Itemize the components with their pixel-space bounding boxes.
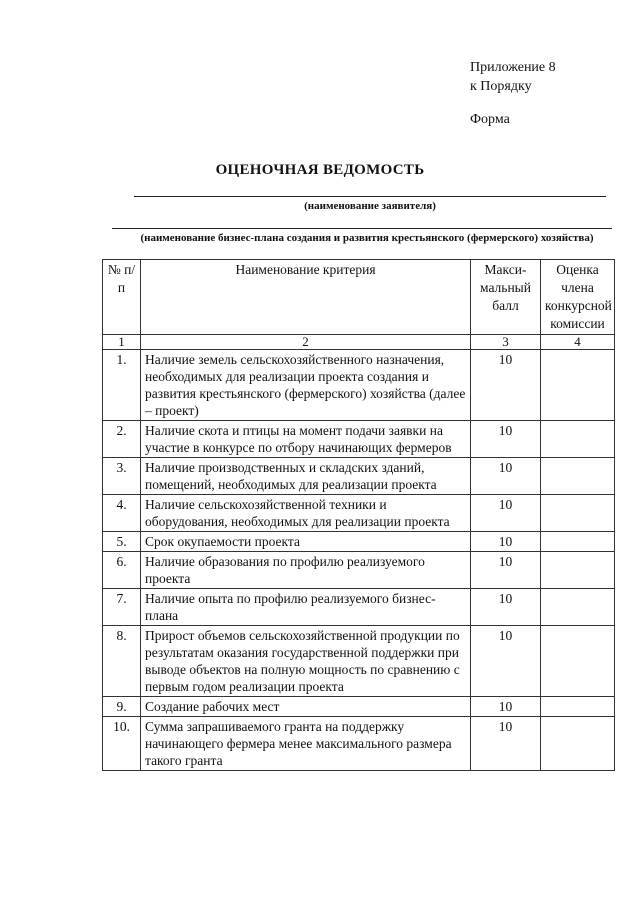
member-score-cell[interactable] bbox=[541, 350, 615, 421]
form-label: Форма bbox=[470, 112, 510, 127]
member-score-cell[interactable] bbox=[541, 626, 615, 697]
table-row bbox=[103, 458, 615, 495]
max-score: 10 bbox=[471, 421, 541, 458]
table-row bbox=[103, 532, 615, 552]
applicant-caption: (наименование заявителя) bbox=[304, 200, 436, 212]
applicant-name-line bbox=[134, 196, 606, 197]
criteria-table bbox=[102, 259, 615, 771]
appendix-reference bbox=[470, 58, 556, 96]
table-row bbox=[103, 552, 615, 589]
member-score-cell[interactable] bbox=[541, 717, 615, 771]
max-score: 10 bbox=[471, 626, 541, 697]
max-score: 10 bbox=[471, 717, 541, 771]
row-number: 2. bbox=[103, 421, 141, 458]
max-score: 10 bbox=[471, 552, 541, 589]
table-row bbox=[103, 697, 615, 717]
business-plan-caption: (наименование бизнес-плана создания и развития крестьянского (фермерского) хозяйства) bbox=[140, 232, 594, 244]
row-number: 7. bbox=[103, 589, 141, 626]
criterion-name: Сумма запрашиваемого гранта на поддержку начинающего фермера менее максимального размера такого гранта bbox=[141, 717, 471, 771]
column-index-row bbox=[103, 335, 615, 350]
column-index: 3 bbox=[471, 335, 541, 350]
column-index: 4 bbox=[541, 335, 615, 350]
max-score: 10 bbox=[471, 458, 541, 495]
column-index: 1 bbox=[103, 335, 141, 350]
max-score: 10 bbox=[471, 589, 541, 626]
appendix-line-1: Приложение 8 bbox=[470, 60, 556, 75]
document-title: ОЦЕНОЧНАЯ ВЕДОМОСТЬ bbox=[215, 162, 425, 178]
header-member-score: Оценка члена конкурсной комиссии bbox=[541, 260, 615, 335]
table-row bbox=[103, 421, 615, 458]
header-name: Наименование критерия bbox=[141, 260, 471, 335]
criterion-name: Наличие производственных и складских зданий, помещений, необходимых для реализации проекта bbox=[141, 458, 471, 495]
row-number: 1. bbox=[103, 350, 141, 421]
table-row bbox=[103, 589, 615, 626]
criterion-name: Наличие скота и птицы на момент подачи заявки на участие в конкурсе по отбору начинающих фермеров bbox=[141, 421, 471, 458]
criterion-name: Наличие образования по профилю реализуемого проекта bbox=[141, 552, 471, 589]
criterion-name: Наличие земель сельскохозяйственного назначения, необходимых для реализации проекта создания и развития крестьянского (фермерского) хозяйства (далее – проект) bbox=[141, 350, 471, 421]
table-row bbox=[103, 495, 615, 532]
table-row bbox=[103, 626, 615, 697]
column-index: 2 bbox=[141, 335, 471, 350]
row-number: 6. bbox=[103, 552, 141, 589]
table-row bbox=[103, 717, 615, 771]
business-plan-name-line bbox=[112, 228, 612, 229]
max-score: 10 bbox=[471, 532, 541, 552]
criterion-name: Срок окупаемости проекта bbox=[141, 532, 471, 552]
row-number: 3. bbox=[103, 458, 141, 495]
criterion-name: Наличие сельскохозяйственной техники и оборудования, необходимых для реализации проекта bbox=[141, 495, 471, 532]
header-num: № п/п bbox=[103, 260, 141, 335]
row-number: 4. bbox=[103, 495, 141, 532]
max-score: 10 bbox=[471, 495, 541, 532]
table-row bbox=[103, 350, 615, 421]
row-number: 10. bbox=[103, 717, 141, 771]
member-score-cell[interactable] bbox=[541, 458, 615, 495]
appendix-line-2: к Порядку bbox=[470, 79, 532, 94]
member-score-cell[interactable] bbox=[541, 697, 615, 717]
member-score-cell[interactable] bbox=[541, 532, 615, 552]
row-number: 8. bbox=[103, 626, 141, 697]
member-score-cell[interactable] bbox=[541, 495, 615, 532]
member-score-cell[interactable] bbox=[541, 589, 615, 626]
member-score-cell[interactable] bbox=[541, 552, 615, 589]
criterion-name: Создание рабочих мест bbox=[141, 697, 471, 717]
member-score-cell[interactable] bbox=[541, 421, 615, 458]
row-number: 5. bbox=[103, 532, 141, 552]
row-number: 9. bbox=[103, 697, 141, 717]
max-score: 10 bbox=[471, 697, 541, 717]
max-score: 10 bbox=[471, 350, 541, 421]
header-max-score: Макси-мальный балл bbox=[471, 260, 541, 335]
criterion-name: Прирост объемов сельскохозяйственной продукции по результатам оказания государственной поддержки при выводе объектов на полную мощность по сравнению с первым годом реализации проекта bbox=[141, 626, 471, 697]
table-header-row bbox=[103, 260, 615, 335]
criterion-name: Наличие опыта по профилю реализуемого бизнес-плана bbox=[141, 589, 471, 626]
